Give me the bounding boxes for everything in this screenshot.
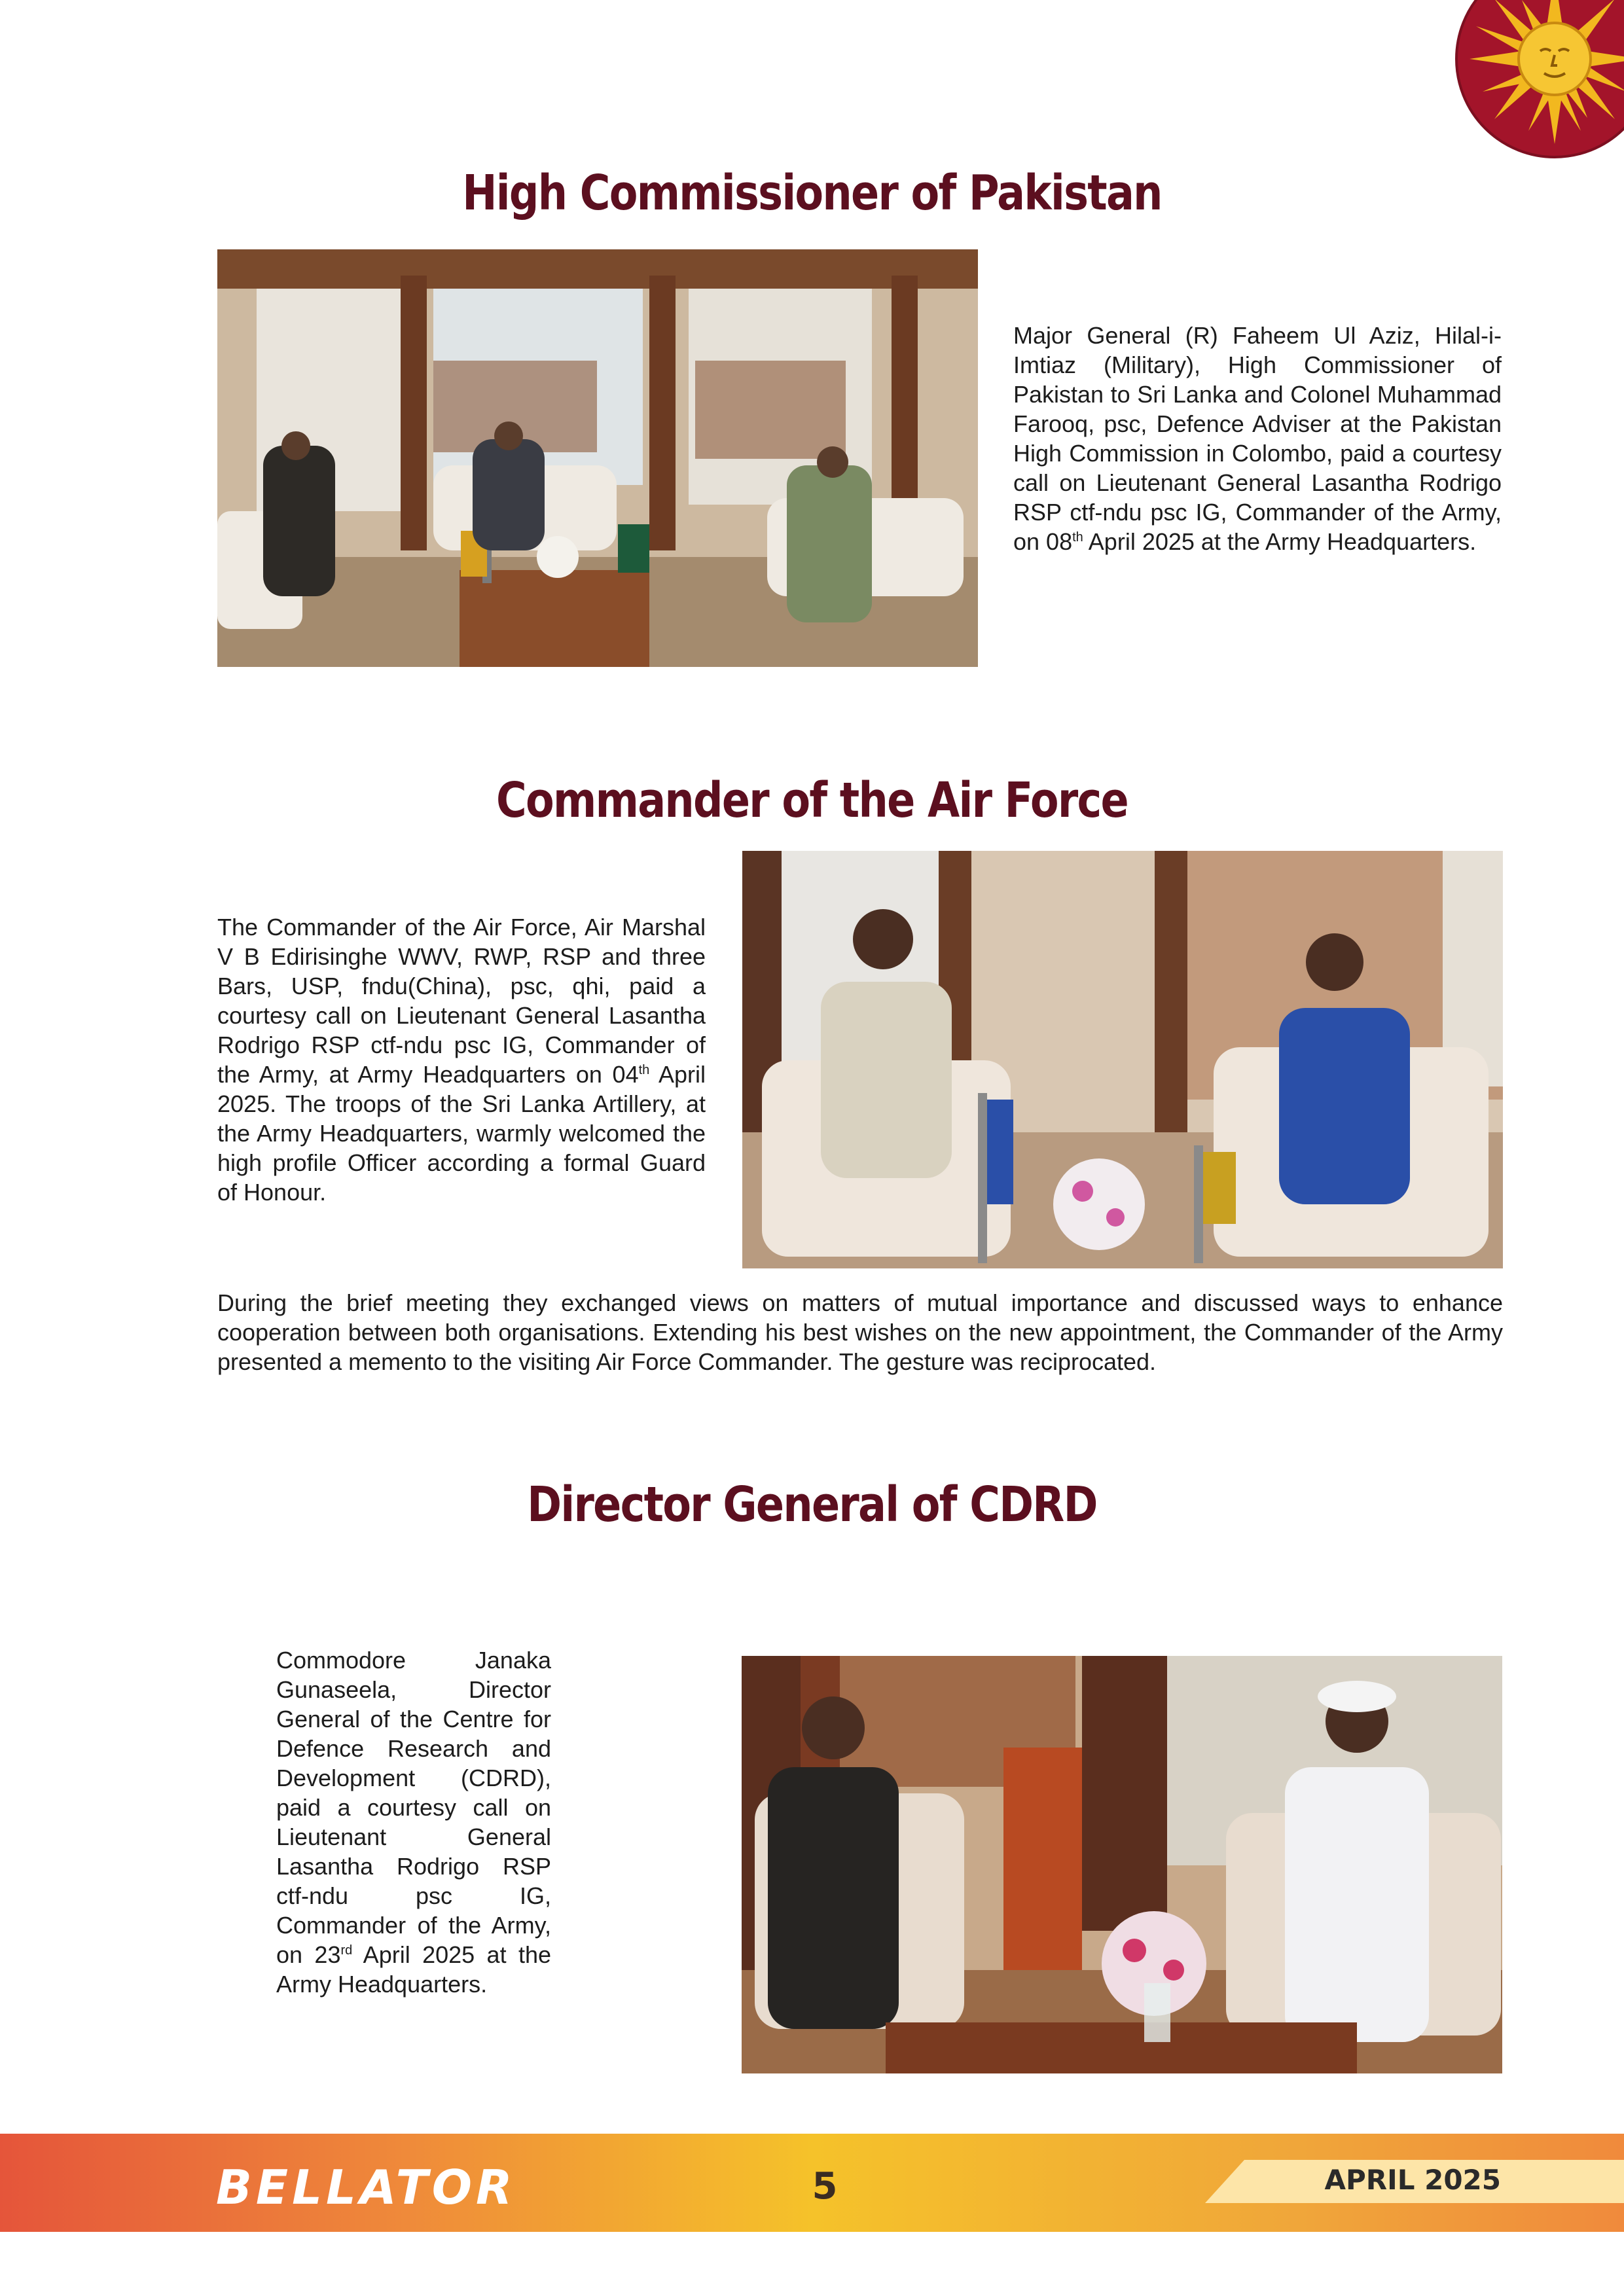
airforce-section-text: The Commander of the Air Force, Air Marshal V B Edirisinghe WWV, RWP, RSP and three Bars, USP, fndu(China), psc, qhi, paid a courtesy call on Lieutenant General Lasantha Rodrigo RSP ctf-ndu psc IG, Commander of the Army, at Army Headquarters on 04th April 2025. The troops of the Sri Lanka Artillery, at the Army Headquarters, warmly welcomed the high profile Officer according a formal Guard of Honour. xyxy=(217,914,706,1206)
cdrd-section-title: Director General of CDRD xyxy=(527,1477,1097,1533)
airforce-section-title: Commander of the Air Force xyxy=(496,772,1128,829)
pakistan-section-text: Major General (R) Faheem Ul Aziz, Hilal-i-Imtiaz (Military), High Commissioner of Pakistan to Sri Lanka and Colonel Muhammad Farooq, psc, Defence Adviser at the Pakistan High Commission in Colombo, paid a courtesy call on Lieutenant General Lasantha Rodrigo RSP ctf-ndu psc IG, Commander of the Army, on 08th April 2025 at the Army Headquarters. xyxy=(1013,322,1502,555)
footer-brand-logo: BELLATOR xyxy=(216,2160,516,2215)
page-number: 5 xyxy=(812,2165,838,2208)
issue-date: APRIL 2025 xyxy=(1324,2164,1501,2196)
pakistan-meeting-photo xyxy=(217,249,978,667)
airforce-meeting-photo xyxy=(742,851,1503,1268)
cdrd-section-paragraph xyxy=(276,1645,551,1999)
cdrd-meeting-photo xyxy=(742,1656,1502,2073)
pakistan-section-title: High Commissioner of Pakistan xyxy=(462,165,1162,221)
sun-emblem-icon xyxy=(1450,0,1624,174)
pakistan-section-paragraph xyxy=(1013,321,1502,556)
airforce-section-paragraph-2: During the brief meeting they exchanged views on matters of mutual importance and discussed ways to enhance cooperation between both organisations. Extending his best wishes on the new appointment, the Commander of the Army presented a memento to the visiting Air Force Commander. The gesture was reciprocated. xyxy=(217,1289,1503,1375)
cdrd-section-text: Commodore Janaka Gunaseela, Director General of the Centre for Defence Research and Development (CDRD), paid a courtesy call on Lieutenant General Lasantha Rodrigo RSP ctf-ndu psc IG, Commander of the Army, on 23rd April 2025 at the Army Headquarters. xyxy=(276,1647,551,1998)
airforce-section-paragraph xyxy=(217,912,706,1207)
